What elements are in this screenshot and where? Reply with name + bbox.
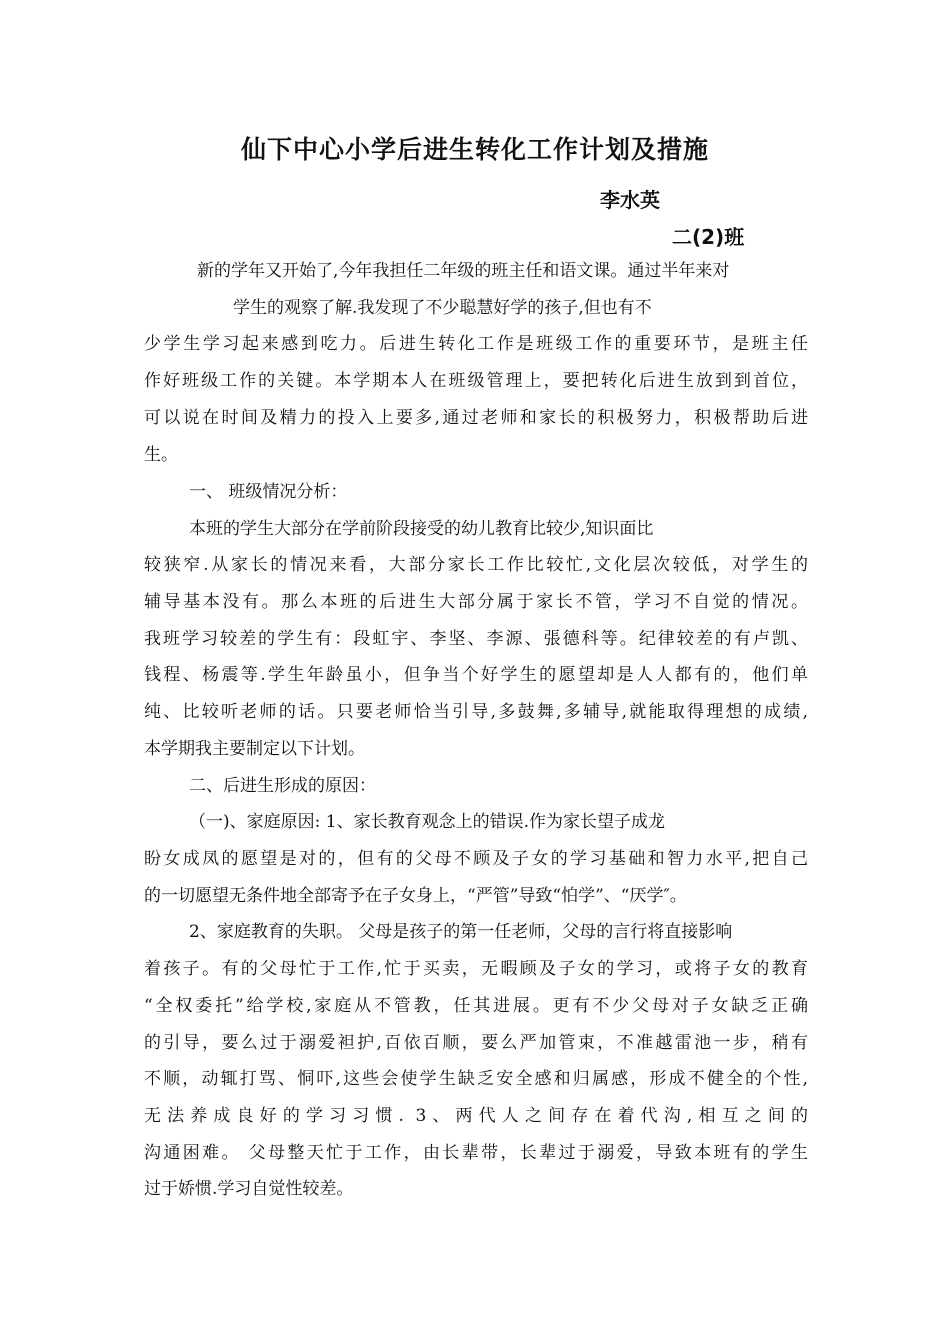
body-line: 新的学年又开始了,今年我担任二年级的班主任和语文课。通过半年来对 bbox=[197, 261, 730, 281]
document-title: 仙下中心小学后进生转化工作计划及措施 bbox=[240, 135, 709, 164]
body-line: “全权委托”给学校,家庭从不管教，任其进展。更有不少父母对子女缺乏正确 bbox=[144, 996, 808, 1016]
body-line: 作好班级工作的关键。本学期本人在班级管理上，要把转化后进生放到到首位， bbox=[144, 371, 808, 391]
body-line: 无法养成良好的学习习惯. 3、两代人之间存在着代沟,相互之间的 bbox=[144, 1106, 808, 1126]
body-line: 过于娇惯.学习自觉性较差。 bbox=[144, 1179, 354, 1199]
body-line: 着孩子。有的父母忙于工作,忙于买卖，无暇顾及子女的学习，或将子女的教育 bbox=[144, 959, 808, 979]
class-name: 二(2)班 bbox=[672, 225, 745, 249]
body-line: 的引导，要么过于溺爱袒护,百依百顺，要么严加管束，不准越雷池一步，稍有 bbox=[144, 1033, 808, 1053]
body-line: 学生的观察了解.我发现了不少聪慧好学的孩子,但也有不 bbox=[233, 298, 652, 318]
body-line: 较狭窄.从家长的情况来看，大部分家长工作比较忙,文化层次较低，对学生的 bbox=[144, 555, 808, 575]
body-line: 本班的学生大部分在学前阶段接受的幼儿教育比较少,知识面比 bbox=[189, 519, 654, 539]
author-name: 李水英 bbox=[600, 188, 660, 212]
body-line: 本学期我主要制定以下计划。 bbox=[144, 739, 365, 759]
body-line: 我班学习较差的学生有：段虹宇、李坚、李源、張德科等。纪律较差的有卢凯、 bbox=[144, 629, 808, 649]
body-line: 沟通困难。 父母整天忙于工作，由长辈带，长辈过于溺爱，导致本班有的学生 bbox=[144, 1143, 808, 1163]
body-line: （一)、家庭原因: 1、家长教育观念上的错误.作为家长望子成龙 bbox=[189, 812, 665, 832]
body-line: 不顺，动辄打骂、恫吓,这些会使学生缺乏安全感和归属感，形成不健全的个性, bbox=[144, 1069, 808, 1089]
body-line: 的一切愿望无条件地全部寄予在子女身上，“严管”导致“怕学”、“厌学″。 bbox=[144, 886, 687, 906]
body-line: 可以说在时间及精力的投入上要多,通过老师和家长的积极努力，积极帮助后进 bbox=[144, 408, 808, 428]
body-line: 辅导基本没有。那么本班的后进生大部分属于家长不管，学习不自觉的情况。 bbox=[144, 592, 808, 612]
body-line: 纯、比较听老师的话。只要老师恰当引导,多鼓舞,多辅导,就能取得理想的成绩, bbox=[144, 702, 808, 722]
body-line: 少学生学习起来感到吃力。后进生转化工作是班级工作的重要环节，是班主任 bbox=[144, 334, 808, 354]
section-heading: 一、 班级情况分析： bbox=[189, 482, 348, 502]
body-line: 2、家庭教育的失职。 父母是孩子的第一任老师，父母的言行将直接影响 bbox=[189, 922, 733, 942]
body-line: 盼女成凤的愿望是对的，但有的父母不顾及子女的学习基础和智力水平,把自己 bbox=[144, 849, 808, 869]
body-line: 生。 bbox=[144, 445, 178, 465]
section-heading: 二、后进生形成的原因： bbox=[189, 776, 376, 796]
body-line: 钱程、杨震等.学生年龄虽小，但争当个好学生的愿望却是人人都有的，他们单 bbox=[144, 665, 808, 685]
